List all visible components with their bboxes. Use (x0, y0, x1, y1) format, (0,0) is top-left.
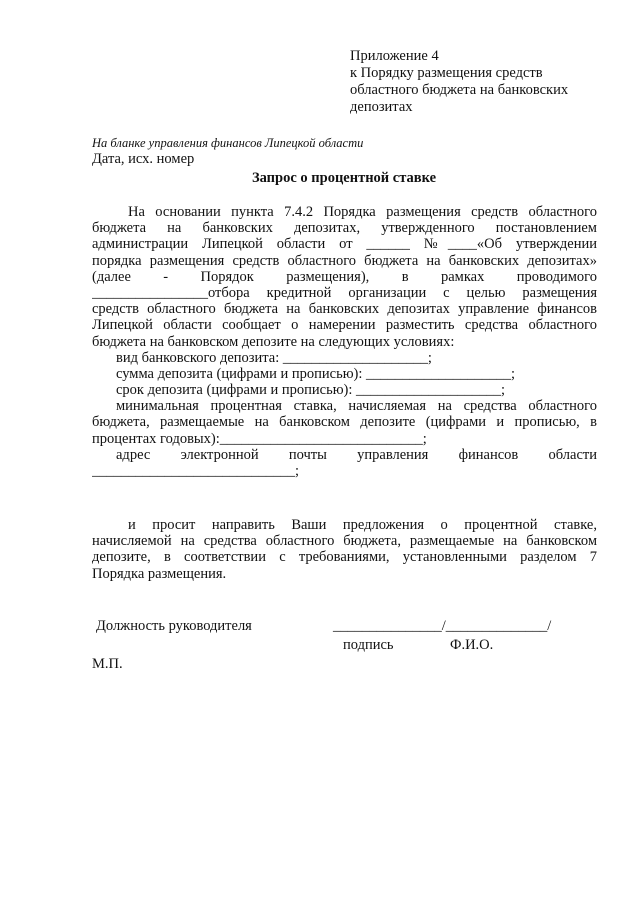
paragraph-line: и просит направить Ваши предложения о процентной ставке, (128, 517, 597, 533)
full-name-caption: Ф.И.О. (450, 637, 494, 653)
date-reference-line: Дата, исх. номер (92, 151, 195, 167)
paragraph-line: бюджета, размещаемые на банковском депозите (цифрами и прописью, в (92, 414, 597, 431)
appendix-line: депозитах (350, 99, 413, 115)
deposit-term-field: срок депозита (цифрами и прописью): ____________________; (116, 382, 506, 399)
request-paragraph (92, 517, 597, 582)
deposit-type-field: вид банковского депозита: ____________________; (116, 349, 432, 366)
signature-fields: _______________/______________/ (333, 618, 552, 634)
paragraph-line: депозите, в соответствии с требованиями, установленными разделом 7 (92, 549, 597, 566)
document-title: Запрос о процентной ставке (251, 170, 437, 186)
paragraph-line: Порядка размещения. (92, 565, 227, 582)
min-rate-field: минимальная процентная ставка, начисляемая на средства областного (116, 398, 597, 415)
appendix-line: Приложение 4 (350, 48, 439, 64)
paragraph-line: ____________________________; (92, 463, 300, 479)
deposit-amount-field: сумма депозита (цифрами и прописью): ____________________; (116, 365, 516, 382)
paragraph-line: На основании пункта 7.4.2 Порядка размещения средств областного (128, 204, 597, 220)
paragraph-line: процентах годовых):____________________________; (92, 430, 427, 447)
appendix-line: к Порядку размещения средств (350, 65, 543, 81)
paragraph-line: (далее - Порядок размещения), в рамках проводимого (92, 268, 597, 285)
paragraph-line: ________________отбора кредитной организации с целью размещения (92, 284, 597, 301)
paragraph-line: администрации Липецкой области от ______ №____«Об утверждении (92, 236, 597, 253)
paragraph-line: бюджета на банковском депозите на следующих условиях: (92, 333, 455, 350)
signature-block (0, 618, 640, 652)
email-address-field: адрес электронной почты управления финансов области (116, 446, 597, 463)
main-paragraph (92, 204, 597, 479)
paragraph-line: порядка размещения средств областного бюджета на банковских депозитах» (92, 252, 597, 269)
signature-caption: подпись (343, 637, 394, 653)
paragraph-line: Липецкой области сообщает о намерении разместить средства областного (92, 317, 597, 334)
paragraph-line: средств областного бюджета на банковских депозитах управление финансов (92, 301, 597, 318)
appendix-header (350, 48, 610, 116)
stamp-placeholder: М.П. (92, 656, 123, 672)
appendix-line: областного бюджета на банковских (350, 82, 569, 98)
paragraph-line: бюджета на банковских депозитах, утвержденного постановлением (92, 220, 597, 237)
position-label: Должность руководителя (96, 618, 252, 634)
letterhead-note: На бланке управления финансов Липецкой области (92, 136, 364, 150)
paragraph-line: начисляемой на средства областного бюджета, размещаемые на банковском (92, 533, 597, 550)
